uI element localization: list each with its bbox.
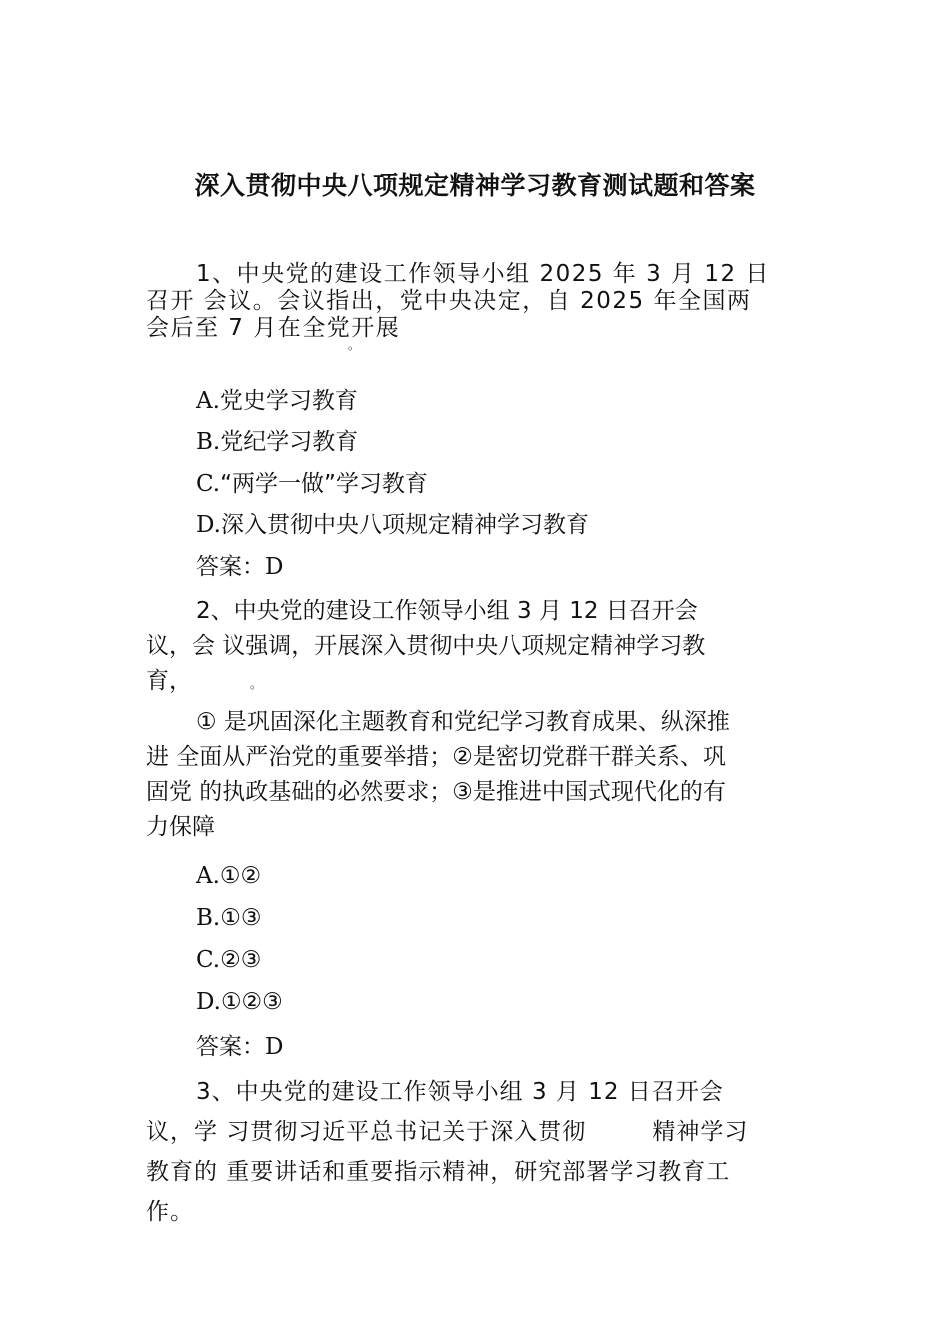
question-2-line: 议，会 议强调，开展深入贯彻中央八项规定精神学习教 [146, 633, 706, 659]
option-letter: B. [196, 429, 221, 455]
question-2-stem [146, 594, 808, 702]
question-3-line-text: 精神学习 [652, 1119, 749, 1145]
question-2-line: 2、中央党的建设工作领导小组 3 月 12 日召开会 [196, 598, 698, 624]
option-text: ②③ [220, 947, 262, 973]
question-2-option-a [196, 861, 261, 891]
option-letter: C. [196, 471, 221, 497]
option-text: ①③ [220, 905, 262, 931]
question-1-stem [146, 261, 808, 342]
option-text: 党纪学习教育 [220, 429, 359, 455]
answer-label: 答案： [196, 554, 265, 580]
option-letter: D. [196, 989, 221, 1015]
question-2-option-d [196, 987, 283, 1017]
document-title: 深入贯彻中央八项规定精神学习教育测试题和答案 [194, 171, 756, 200]
question-3-line [146, 1112, 808, 1152]
question-1-line: 召开 会议。会议指出，党中央决定，自 2025 年全国两 [146, 288, 752, 314]
option-text: ①②③ [220, 989, 283, 1015]
option-letter: D. [196, 512, 221, 538]
option-letter: B. [196, 905, 221, 931]
question-3-line: 教育的 重要讲话和重要指示精神，研究部署学习教育工 [146, 1159, 731, 1185]
question-2-option-c [196, 945, 261, 975]
question-1-line: 1、中央党的建设工作领导小组 2025 年 3 月 12 日 [196, 261, 770, 287]
question-3-line: 3、中央党的建设工作领导小组 3 月 12 日召开会 [196, 1079, 724, 1105]
question-2-statements [146, 705, 808, 845]
question-1-option-b [196, 427, 358, 457]
answer-value: D [265, 1034, 284, 1060]
statement-line: 固党 的执政基础的必然要求；③是推进中国式现代化的有 [146, 779, 726, 805]
answer-label: 答案： [196, 1034, 265, 1060]
question-1-option-a [196, 386, 358, 416]
answer-value: D [265, 554, 284, 580]
question-1-line: 会后至 7 月在全党开展 [146, 315, 401, 341]
statement-line: 进 全面从严治党的重要举措；②是密切党群干群关系、巩 [146, 744, 726, 770]
question-3-line-text: 议，学 习贯彻习近平总书记关于深入贯彻 [146, 1119, 587, 1145]
statement-line: 力保障 [146, 814, 215, 840]
option-text: 党史学习教育 [219, 388, 358, 414]
option-text: ①② [219, 863, 262, 889]
question-1-answer [196, 552, 283, 582]
option-text: “两学一做”学习教育 [220, 471, 428, 497]
question-2-answer [196, 1032, 283, 1062]
option-letter: C. [196, 947, 221, 973]
question-2-blank-end: 。 [250, 677, 263, 691]
question-2-line [146, 664, 808, 702]
question-1-option-c [196, 469, 428, 499]
option-letter: A. [196, 863, 220, 889]
question-2-line-text: 育， [146, 668, 192, 694]
question-1-option-d [196, 510, 589, 540]
question-3-stem [146, 1072, 808, 1232]
statement-line: ① 是巩固深化主题教育和党纪学习教育成果、纵深推 [196, 709, 730, 735]
option-text: 深入贯彻中央八项规定精神学习教育 [220, 512, 589, 538]
question-2-option-b [196, 903, 261, 933]
question-3-line: 作。 [146, 1199, 194, 1225]
option-letter: A. [196, 388, 220, 414]
question-1-blank-end: 。 [348, 338, 361, 352]
